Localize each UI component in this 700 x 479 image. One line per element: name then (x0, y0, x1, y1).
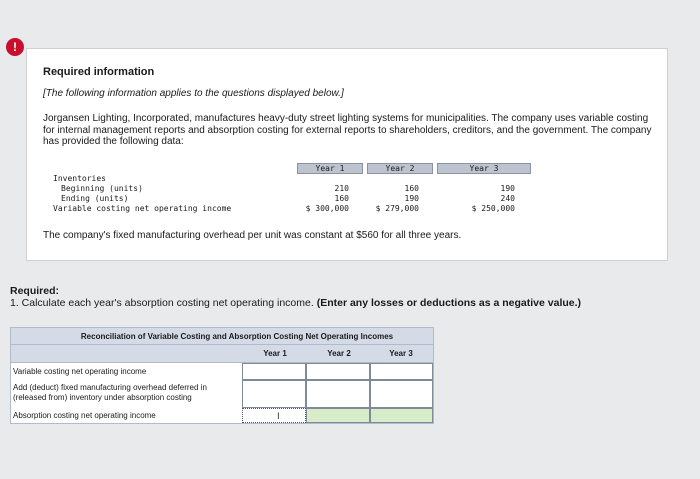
ending-year1: 160 (334, 194, 349, 203)
col-year2: Year 2 (327, 349, 351, 358)
beginning-year1: 210 (334, 184, 349, 193)
col-year3: Year 3 (389, 349, 413, 358)
row-label-acni: Absorption costing net operating income (13, 411, 156, 420)
reconciliation-table (10, 327, 434, 424)
required-heading: Required: (10, 285, 60, 297)
alert-icon: ! (6, 38, 24, 56)
reconciliation-title: Reconciliation of Variable Costing and Absorption Costing Net Operating Incomes (10, 327, 434, 345)
question-main: 1. Calculate each year's absorption costing net operating income. (10, 297, 314, 309)
beginning-year2: 160 (404, 184, 419, 193)
info-note: [The following information applies to the questions displayed below.] (43, 88, 344, 99)
year1-header: Year 1 (297, 163, 363, 174)
beginning-label: Beginning (units) (61, 184, 143, 193)
info-title: Required information (43, 66, 155, 78)
vcni-input-year1[interactable] (242, 363, 306, 380)
acni-input-year3[interactable] (370, 408, 433, 423)
row-label-adjustment: Add (deduct) fixed manufacturing overhead deferred in (released from) inventory under absorption costing (13, 383, 207, 402)
ending-year3: 240 (500, 194, 515, 203)
vcni-input-year2[interactable] (306, 363, 370, 380)
acni-input-year2[interactable] (306, 408, 370, 423)
adjustment-input-year3[interactable] (370, 380, 433, 408)
ending-label: Ending (units) (61, 194, 129, 203)
reconciliation-body (10, 363, 434, 424)
vcni-label: Variable costing net operating income (53, 204, 232, 213)
year3-header: Year 3 (437, 163, 531, 174)
beginning-year3: 190 (500, 184, 515, 193)
text-cursor-icon: I (277, 412, 280, 422)
question-text (10, 297, 581, 309)
row-label-vcni: Variable costing net operating income (13, 367, 147, 376)
question-instruction: (Enter any losses or deductions as a negative value.) (316, 297, 582, 309)
fixed-overhead-note: The company's fixed manufacturing overhead per unit was constant at $560 for all three years. (43, 230, 462, 241)
vcni-year2: $ 279,000 (375, 204, 419, 213)
year2-header: Year 2 (367, 163, 433, 174)
col-year1: Year 1 (263, 349, 287, 358)
column-header-row (10, 345, 434, 363)
inventories-label: Inventories (53, 174, 106, 183)
vcni-year3: $ 250,000 (471, 204, 515, 213)
vcni-year1: $ 300,000 (305, 204, 349, 213)
adjustment-input-year1[interactable] (242, 380, 306, 408)
required-information-panel (26, 48, 668, 261)
info-paragraph: Jorgansen Lighting, Incorporated, manufactures heavy-duty street lighting systems for municipalities. The company uses variable costing for internal management reports and absorption costing for external reports to shareholders, creditors, and the government. The company has provided the following data: (43, 113, 652, 147)
ending-year2: 190 (404, 194, 419, 203)
vcni-input-year3[interactable] (370, 363, 433, 380)
acni-input-year1[interactable] (242, 408, 306, 423)
adjustment-input-year2[interactable] (306, 380, 370, 408)
